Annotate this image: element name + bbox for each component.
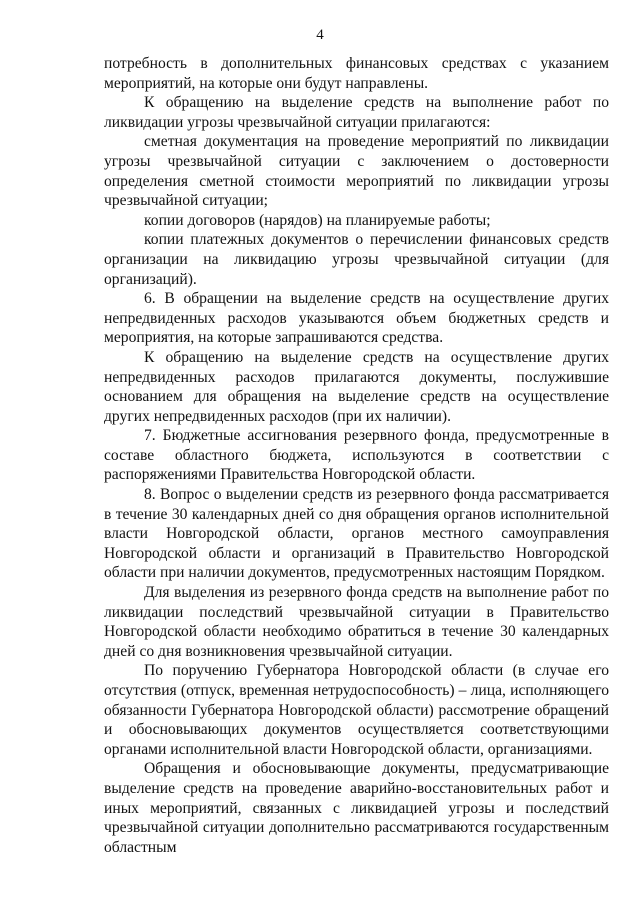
paragraph: К обращению на выделение средств на осуществление других непредвиденных расходов прилагаются документы, послужившие основанием для обращения на выделение средств на осуществление других непредвиденных расходов (при их наличии).: [104, 348, 609, 425]
document-body: [104, 54, 609, 857]
paragraph: потребность в дополнительных финансовых средствах с указанием мероприятий, на которые они будут направлены.: [104, 55, 609, 92]
paragraph: 7. Бюджетные ассигнования резервного фонда, предусмотренные в составе областного бюджета, используются в соответствии с распоряжениями Правительства Новгородской области.: [104, 427, 609, 484]
page-number: 4: [316, 27, 324, 43]
paragraph: К обращению на выделение средств на выполнение работ по ликвидации угрозы чрезвычайной ситуации прилагаются:: [104, 94, 609, 131]
paragraph: копии договоров (нарядов) на планируемые работы;: [144, 211, 491, 229]
paragraph: Обращения и обосновывающие документы, предусматривающие выделение средств на проведение аварийно-восстановительных работ и иных мероприятий, связанных с ликвидацией угрозы и последствий чрезвычайной ситуации дополнительно рассматриваются государственным областным: [104, 760, 609, 856]
paragraph: сметная документация на проведение мероприятий по ликвидации угрозы чрезвычайной ситуации с заключением о достоверности определения сметной стоимости мероприятий по ликвидации угрозы чрезвычайной ситуации;: [104, 133, 609, 210]
paragraph: По поручению Губернатора Новгородской области (в случае его отсутствия (отпуск, временная нетрудоспособность) – лица, исполняющего обязанности Губернатора Новгородской области) рассмотрение обращений и обосновывающих документов осуществляется соответствующими органами исполнительной власти Новгородской области, организациями.: [104, 662, 609, 758]
paragraph: 8. Вопрос о выделении средств из резервного фонда рассматривается в течение 30 календарных дней со дня обращения органов исполнительной власти Новгородской области, органов местного самоуправления Новгородской области и организаций в Правительство Новгородской области при наличии документов, предусмотренных настоящим Порядком.: [104, 486, 609, 582]
paragraph: Для выделения из резервного фонда средств на выполнение работ по ликвидации последствий чрезвычайной ситуации в Правительство Новгородской области необходимо обратиться в течение 30 календарных дней со дня возникновения чрезвычайной ситуации.: [104, 584, 609, 660]
paragraph: копии платежных документов о перечислении финансовых средств организации на ликвидацию угрозы чрезвычайной ситуации (для организаций).: [104, 231, 609, 288]
paragraph: 6. В обращении на выделение средств на осуществление других непредвиденных расходов указываются объем бюджетных средств и мероприятия, на которые запрашиваются средства.: [104, 290, 609, 347]
